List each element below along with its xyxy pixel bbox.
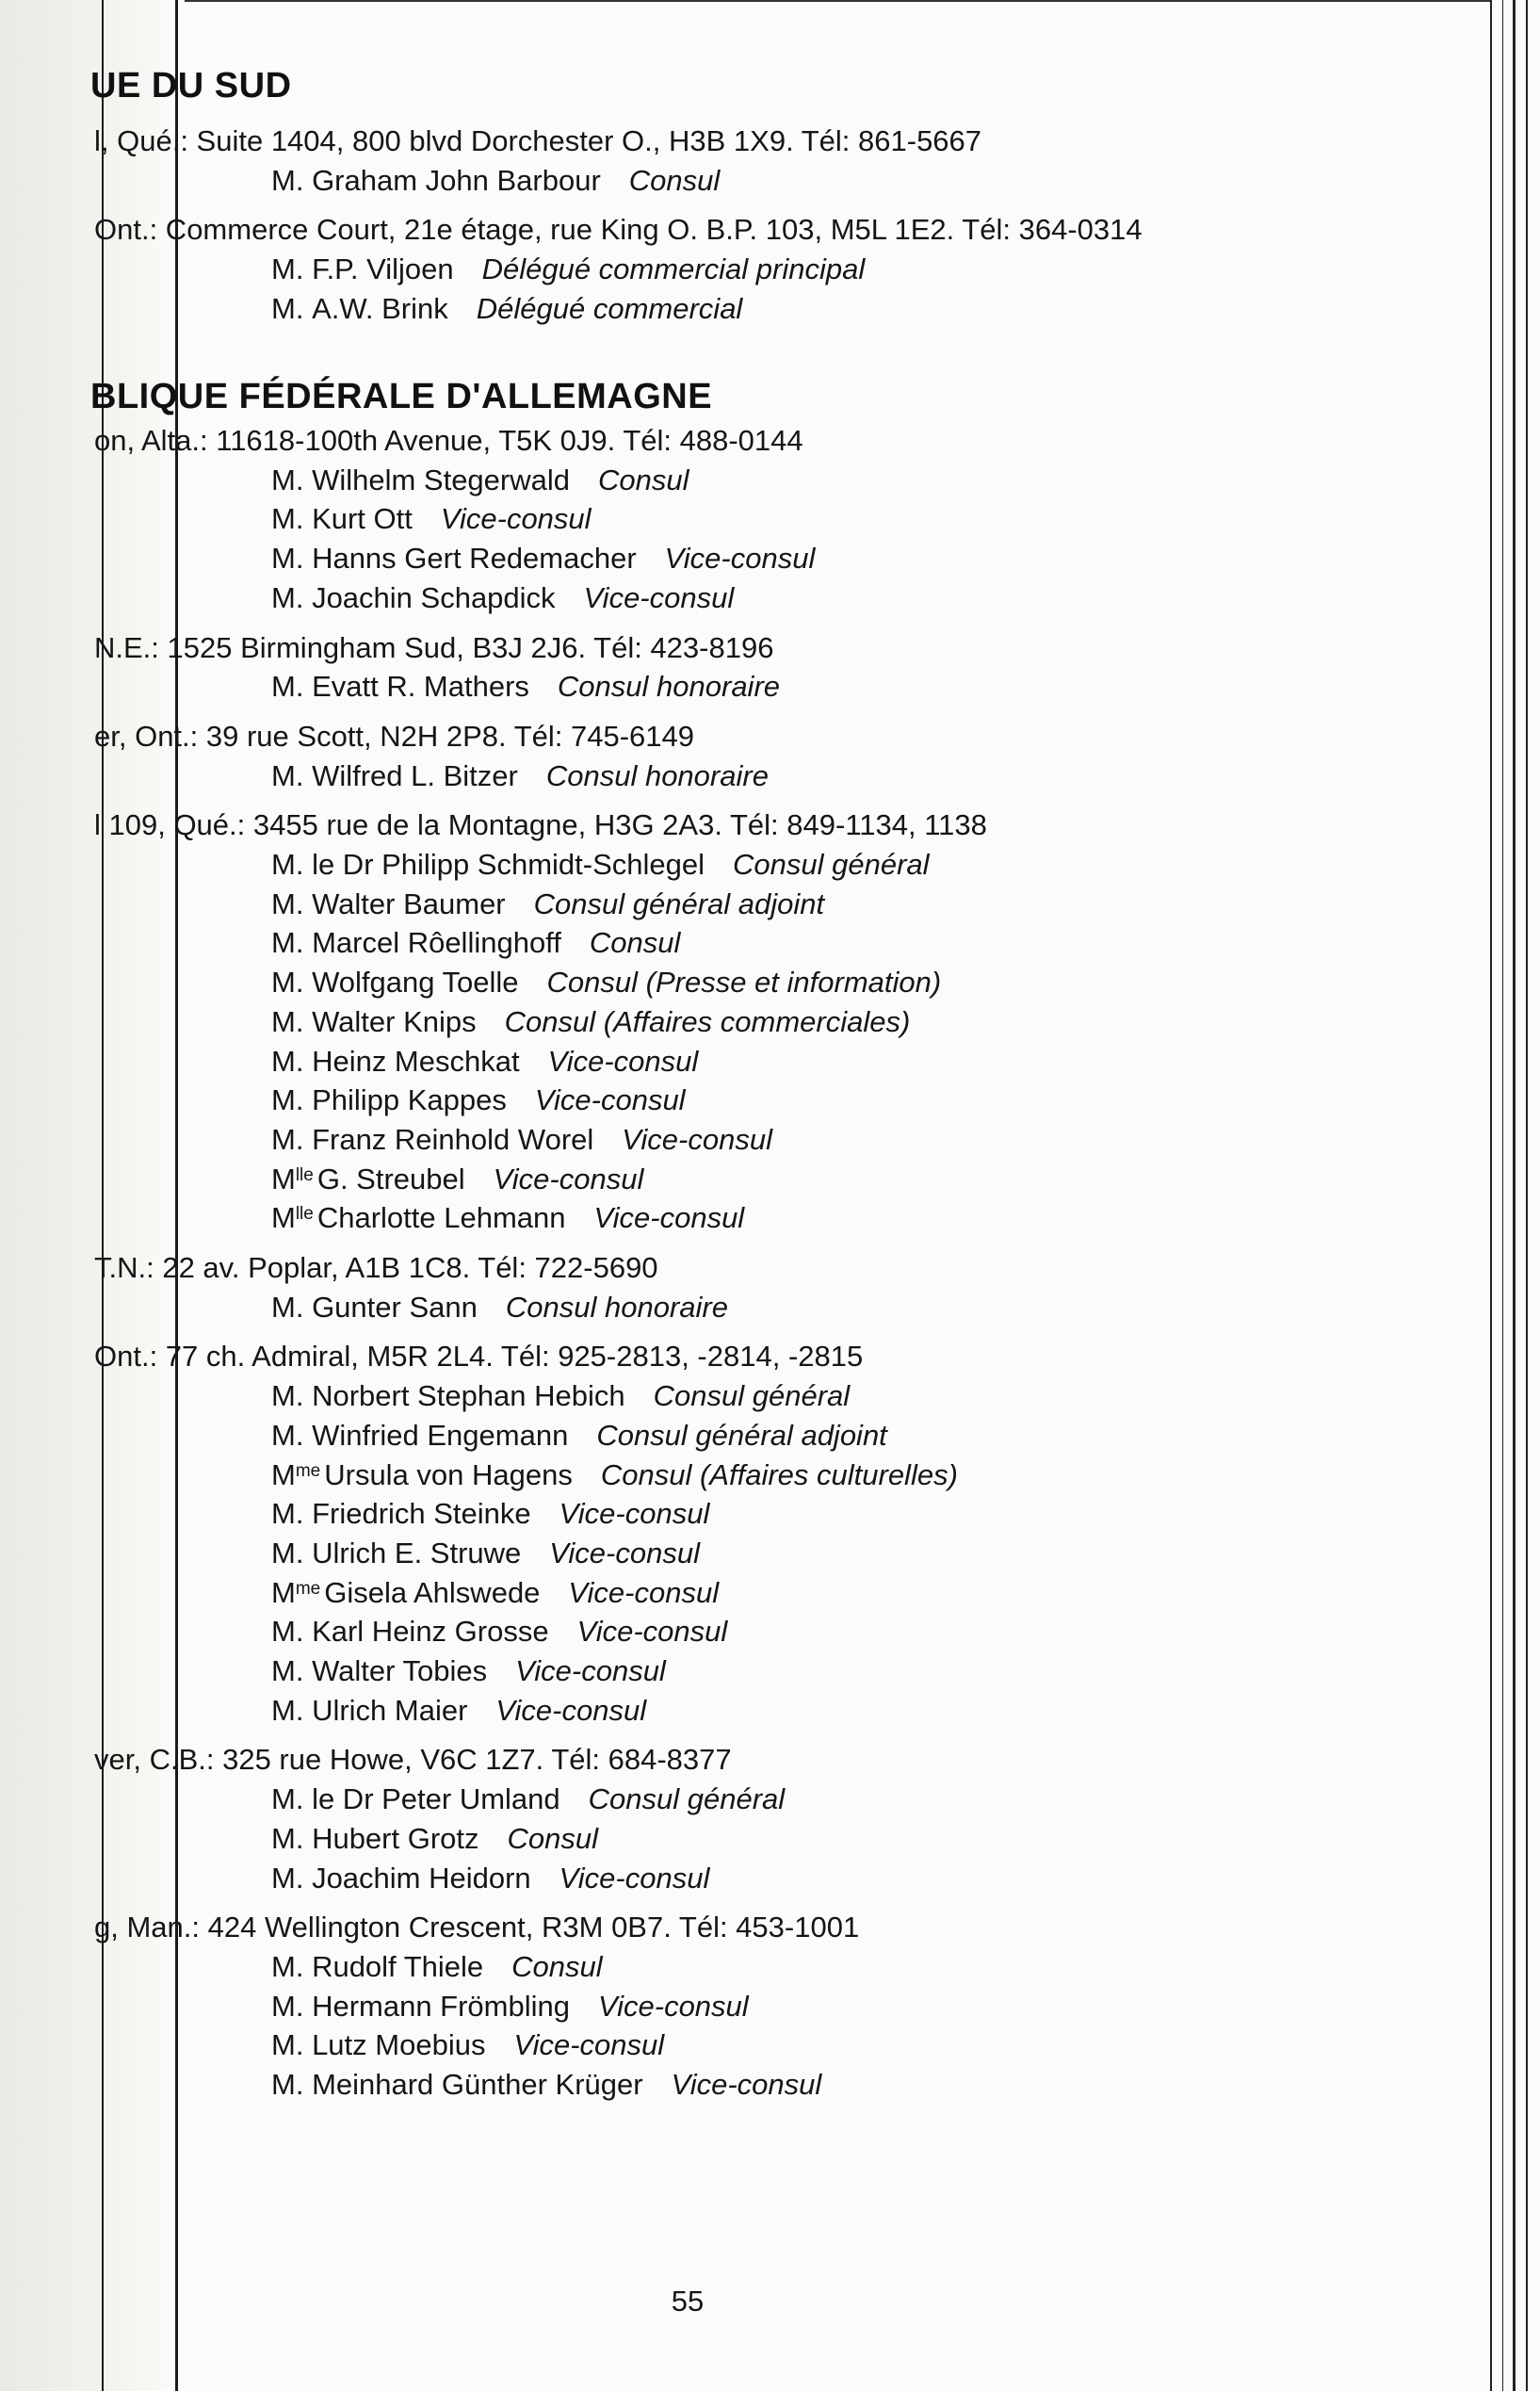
- honorific: M.: [271, 966, 304, 1000]
- person-name: F.P. Viljoen: [312, 252, 454, 286]
- honorific: M.: [271, 2028, 304, 2062]
- staff-entry: [271, 252, 865, 286]
- person-title: Vice-consul: [593, 1201, 745, 1235]
- person-name: Hubert Grotz: [312, 1821, 479, 1855]
- person-name: Walter Knips: [312, 1004, 477, 1038]
- person-title: Vice-consul: [664, 542, 816, 576]
- staff-entry: [271, 966, 941, 1000]
- person-name: Marcel Rôellinghoff: [312, 926, 561, 960]
- honorific: M.: [271, 926, 304, 960]
- person-title: Vice-consul: [559, 1497, 710, 1531]
- section-heading: UE DU SUD: [90, 66, 292, 106]
- person-title: Vice-consul: [493, 1162, 644, 1196]
- person-name: Friedrich Steinke: [312, 1497, 531, 1531]
- person-name: Walter Baumer: [312, 886, 506, 920]
- person-title: Consul honoraire: [505, 1290, 728, 1324]
- person-name: Rudolf Thiele: [312, 1949, 484, 1983]
- person-name: Winfried Engemann: [312, 1418, 569, 1452]
- person-name: Norbert Stephan Hebich: [312, 1379, 625, 1413]
- honorific: M.: [271, 252, 304, 286]
- staff-entry: [271, 759, 769, 793]
- staff-entry: [271, 1123, 772, 1157]
- person-title: Consul général: [653, 1379, 851, 1413]
- staff-entry: [271, 164, 720, 198]
- office-address: l 109, Qué.: 3455 rue de la Montagne, H3G 2A3. Tél: 849-1134, 1138: [94, 808, 987, 842]
- staff-entry: [271, 1045, 698, 1079]
- right-frame-line: [1490, 0, 1492, 2391]
- person-name: A.W. Brink: [312, 291, 448, 325]
- office-address: Ont.: 77 ch. Admiral, M5R 2L4. Tél: 925-2813, -2814, -2815: [94, 1340, 864, 1374]
- person-name: Franz Reinhold Worel: [312, 1122, 594, 1156]
- honorific: M.: [271, 1654, 304, 1687]
- person-title: Consul général: [588, 1782, 786, 1816]
- honorific: M.: [271, 1821, 304, 1855]
- office-address: T.N.: 22 av. Poplar, A1B 1C8. Tél: 722-5690: [94, 1251, 658, 1284]
- staff-entry: [271, 581, 734, 615]
- honorific: M.: [271, 1782, 304, 1816]
- staff-entry: [271, 1458, 958, 1492]
- right-frame-line: [1513, 0, 1516, 2391]
- gutter-line: [102, 0, 104, 2391]
- person-name: Wolfgang Toelle: [312, 966, 519, 1000]
- person-name: Hermann Frömbling: [312, 1989, 570, 2023]
- person-title: Consul général: [733, 848, 930, 881]
- person-title: Consul: [507, 1821, 599, 1855]
- staff-entry: [271, 1497, 709, 1531]
- person-name: Ursula von Hagens: [324, 1457, 573, 1491]
- person-name: Hanns Gert Redemacher: [312, 542, 637, 576]
- honorific: M.: [271, 848, 304, 881]
- person-name: Evatt R. Mathers: [312, 670, 529, 704]
- staff-entry: [271, 887, 824, 921]
- person-name: Lutz Moebius: [312, 2028, 486, 2062]
- person-name: Gunter Sann: [312, 1290, 478, 1324]
- person-title: Vice-consul: [671, 2068, 822, 2101]
- person-name: Karl Heinz Grosse: [312, 1615, 549, 1649]
- person-title: Vice-consul: [576, 1615, 728, 1649]
- person-title: Consul honoraire: [557, 670, 781, 704]
- person-title: Consul: [589, 926, 681, 960]
- staff-entry: [271, 1005, 910, 1039]
- honorific: M.: [271, 542, 304, 576]
- honorific-superscript: me: [295, 1460, 321, 1481]
- person-name: Joachim Heidorn: [312, 1861, 531, 1895]
- person-title: Consul (Affaires culturelles): [600, 1457, 958, 1491]
- page-number: 55: [671, 2285, 705, 2318]
- staff-entry: [271, 1291, 728, 1325]
- honorific: M.: [271, 1693, 304, 1727]
- honorific-superscript: me: [295, 1578, 321, 1599]
- honorific: M.: [271, 291, 304, 325]
- staff-entry: [271, 1862, 709, 1895]
- person-name: Charlotte Lehmann: [316, 1201, 566, 1235]
- person-name: Joachin Schapdick: [312, 580, 556, 614]
- section-heading: BLIQUE FÉDÉRALE D'ALLEMAGNE: [90, 377, 713, 416]
- office-address: ver, C.B.: 325 rue Howe, V6C 1Z7. Tél: 684-8377: [94, 1743, 732, 1777]
- person-title: Vice-consul: [534, 1083, 686, 1117]
- staff-entry: [271, 1950, 603, 1984]
- person-name: Heinz Meschkat: [312, 1044, 520, 1078]
- person-title: Vice-consul: [440, 502, 592, 536]
- person-title: Consul: [628, 163, 721, 197]
- honorific: M.: [271, 1536, 304, 1570]
- person-title: Vice-consul: [513, 2028, 665, 2062]
- staff-entry: [271, 1083, 686, 1117]
- person-title: Vice-consul: [515, 1654, 666, 1687]
- staff-entry: [271, 1782, 785, 1816]
- honorific: M.: [271, 580, 304, 614]
- honorific: M.: [271, 502, 304, 536]
- right-frame-line: [1526, 0, 1528, 2391]
- honorific: M.: [271, 1290, 304, 1324]
- person-title: Consul: [511, 1949, 603, 1983]
- right-frame-line: [1502, 0, 1503, 2391]
- staff-entry: [271, 1822, 598, 1856]
- honorific: M.: [271, 1004, 304, 1038]
- person-title: Vice-consul: [598, 1989, 749, 2023]
- office-address: g, Man.: 424 Wellington Crescent, R3M 0B7. Tél: 453-1001: [94, 1911, 860, 1944]
- person-name: Meinhard Günther Krüger: [312, 2068, 643, 2101]
- person-name: Ulrich Maier: [312, 1693, 468, 1727]
- person-title: Vice-consul: [622, 1122, 772, 1156]
- staff-entry: [271, 1576, 719, 1610]
- staff-entry: [271, 502, 592, 536]
- top-rule: [185, 0, 1490, 2]
- honorific: M: [271, 1162, 296, 1196]
- person-title: Consul (Presse et information): [546, 966, 942, 1000]
- staff-entry: [271, 1615, 727, 1649]
- honorific: M: [271, 1457, 296, 1491]
- office-address: Ont.: Commerce Court, 21e étage, rue King O. B.P. 103, M5L 1E2. Tél: 364-0314: [94, 213, 1143, 247]
- person-name: le Dr Peter Umland: [312, 1782, 560, 1816]
- person-name: Ulrich E. Struwe: [312, 1536, 522, 1570]
- staff-entry: [271, 464, 689, 497]
- staff-entry: [271, 1694, 646, 1728]
- staff-entry: [271, 670, 780, 704]
- staff-entry: [271, 1537, 700, 1570]
- person-title: Consul général adjoint: [596, 1418, 887, 1452]
- honorific: M.: [271, 886, 304, 920]
- person-title: Consul honoraire: [545, 758, 769, 792]
- staff-entry: [271, 848, 930, 882]
- person-title: Vice-consul: [559, 1861, 710, 1895]
- honorific: M.: [271, 463, 304, 496]
- honorific: M: [271, 1201, 296, 1235]
- staff-entry: [271, 292, 742, 326]
- office-address: er, Ont.: 39 rue Scott, N2H 2P8. Tél: 745-6149: [94, 719, 695, 753]
- person-name: Gisela Ahlswede: [324, 1575, 541, 1609]
- staff-entry: [271, 2068, 821, 2102]
- person-name: le Dr Philipp Schmidt-Schlegel: [312, 848, 705, 881]
- person-title: Consul (Affaires commerciales): [504, 1004, 911, 1038]
- honorific: M.: [271, 2068, 304, 2101]
- office-address: N.E.: 1525 Birmingham Sud, B3J 2J6. Tél: 423-8196: [94, 630, 774, 664]
- person-title: Vice-consul: [495, 1693, 647, 1727]
- person-title: Vice-consul: [549, 1536, 700, 1570]
- honorific: M.: [271, 1083, 304, 1117]
- staff-entry: [271, 542, 815, 576]
- honorific: M: [271, 1575, 296, 1609]
- honorific-superscript: lle: [295, 1204, 314, 1225]
- staff-entry: [271, 1163, 643, 1196]
- person-name: Graham John Barbour: [312, 163, 601, 197]
- person-name: Kurt Ott: [312, 502, 413, 536]
- staff-entry: [271, 1201, 744, 1235]
- honorific: M.: [271, 163, 304, 197]
- honorific: M.: [271, 1379, 304, 1413]
- person-name: Wilfred L. Bitzer: [312, 758, 518, 792]
- person-name: Walter Tobies: [312, 1654, 488, 1687]
- person-title: Consul général adjoint: [533, 886, 825, 920]
- honorific: M.: [271, 1122, 304, 1156]
- gutter-line: [175, 0, 178, 2391]
- office-address: on, Alta.: 11618-100th Avenue, T5K 0J9. Tél: 488-0144: [94, 424, 803, 457]
- honorific: M.: [271, 670, 304, 704]
- person-title: Délégué commercial principal: [481, 252, 866, 286]
- honorific: M.: [271, 1497, 304, 1531]
- staff-entry: [271, 1419, 887, 1453]
- staff-entry: [271, 2028, 664, 2062]
- staff-entry: [271, 1654, 666, 1688]
- honorific: M.: [271, 1949, 304, 1983]
- person-title: Délégué commercial: [476, 291, 743, 325]
- person-title: Vice-consul: [568, 1575, 720, 1609]
- person-title: Consul: [598, 463, 689, 496]
- person-name: Philipp Kappes: [312, 1083, 507, 1117]
- honorific: M.: [271, 1861, 304, 1895]
- staff-entry: [271, 926, 680, 960]
- honorific: M.: [271, 1044, 304, 1078]
- office-address: l, Qué.: Suite 1404, 800 blvd Dorchester O., H3B 1X9. Tél: 861-5667: [94, 124, 982, 157]
- honorific: M.: [271, 1989, 304, 2023]
- staff-entry: [271, 1379, 850, 1413]
- honorific-superscript: lle: [295, 1164, 314, 1185]
- person-title: Vice-consul: [547, 1044, 699, 1078]
- staff-entry: [271, 1990, 749, 2024]
- person-name: Wilhelm Stegerwald: [312, 463, 570, 496]
- honorific: M.: [271, 1418, 304, 1452]
- honorific: M.: [271, 1615, 304, 1649]
- person-title: Vice-consul: [583, 580, 735, 614]
- binding-edge-shadow: [0, 0, 179, 2391]
- honorific: M.: [271, 758, 304, 792]
- person-name: G. Streubel: [316, 1162, 465, 1196]
